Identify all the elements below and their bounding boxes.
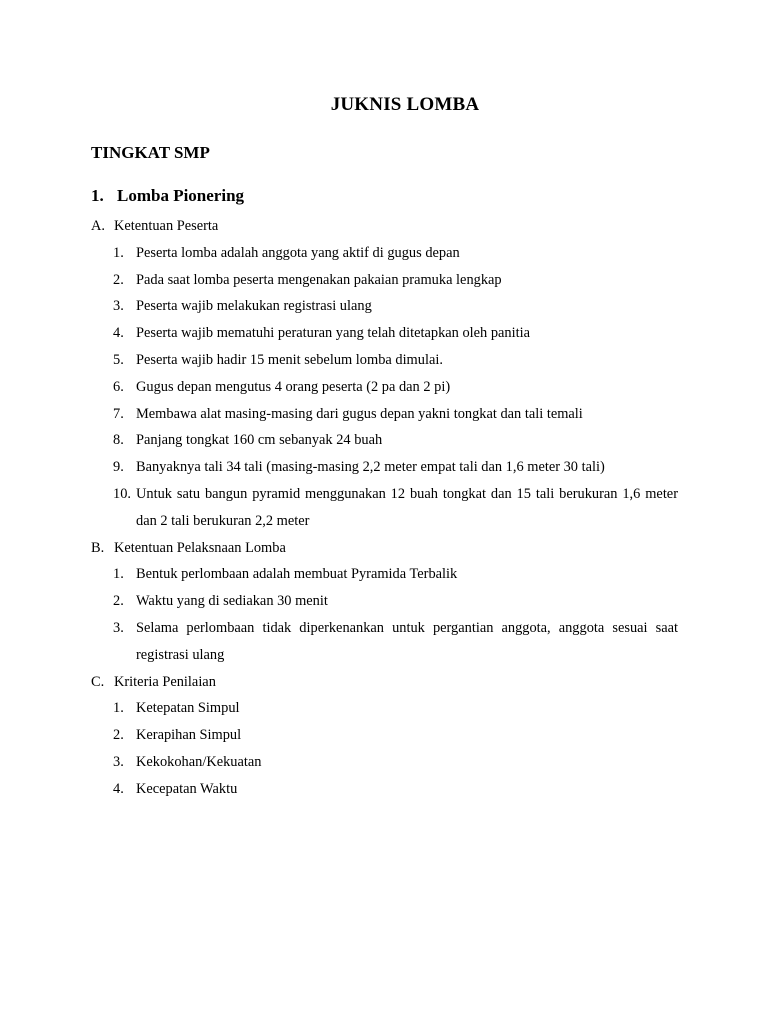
item-number: 10. — [113, 485, 131, 502]
list-item — [91, 293, 678, 320]
section-title: Lomba Pionering — [117, 186, 245, 205]
list-item — [91, 401, 678, 428]
group-b-list — [91, 561, 678, 668]
item-number: 4. — [113, 325, 124, 342]
list-item — [91, 588, 678, 615]
group-letter: B. — [91, 539, 105, 556]
item-number: 7. — [113, 405, 124, 422]
group-label: Kriteria Penilaian — [114, 673, 216, 690]
document-content — [91, 213, 678, 803]
group-letter: A. — [91, 218, 105, 234]
item-number: 8. — [113, 432, 124, 449]
item-text: Kekokohan/Kekuatan — [136, 753, 262, 770]
item-number: 2. — [113, 271, 124, 288]
list-item — [91, 695, 678, 722]
list-item — [91, 374, 678, 401]
item-number: 3. — [113, 619, 124, 636]
list-item — [91, 481, 678, 535]
item-number: 2. — [113, 593, 124, 610]
item-text: Gugus depan mengutus 4 orang peserta (2 pa dan 2 pi) — [136, 378, 451, 395]
item-number: 1. — [113, 566, 124, 583]
list-item — [91, 454, 678, 481]
item-text: Peserta wajib melakukan registrasi ulang — [136, 298, 372, 315]
list-item — [91, 267, 678, 294]
item-number: 5. — [113, 351, 124, 368]
item-text: Ketepatan Simpul — [136, 700, 240, 717]
item-text: Peserta wajib mematuhi peraturan yang telah ditetapkan oleh panitia — [136, 325, 530, 342]
item-text: Waktu yang di sediakan 30 menit — [136, 593, 328, 610]
item-text: Bentuk perlombaan adalah membuat Pyramida Terbalik — [136, 566, 458, 583]
group-label: Ketentuan Pelaksnaan Lomba — [114, 539, 286, 556]
list-item — [91, 427, 678, 454]
item-text: Kerapihan Simpul — [136, 727, 242, 744]
item-number: 1. — [113, 700, 124, 717]
group-a — [91, 213, 678, 535]
document-subtitle: TINGKAT SMP — [91, 143, 210, 162]
list-item — [91, 722, 678, 749]
item-number: 6. — [113, 378, 124, 395]
item-number: 2. — [113, 727, 124, 744]
list-item — [91, 320, 678, 347]
item-text: Peserta wajib hadir 15 menit sebelum lomba dimulai. — [136, 351, 443, 368]
item-number: 3. — [113, 298, 124, 315]
group-a-list — [91, 240, 678, 535]
item-text: Pada saat lomba peserta mengenakan pakaian pramuka lengkap — [136, 271, 502, 288]
list-item — [91, 615, 678, 669]
group-c — [91, 669, 678, 803]
document-title: JUKNIS LOMBA — [330, 94, 480, 115]
section-number: 1. — [91, 186, 104, 205]
item-number: 1. — [113, 244, 124, 261]
group-heading — [91, 213, 678, 240]
group-b — [91, 535, 678, 669]
list-item — [91, 776, 678, 803]
item-text: Panjang tongkat 160 cm sebanyak 24 buah — [136, 432, 383, 449]
section-heading — [91, 186, 244, 206]
item-text: Kecepatan Waktu — [136, 780, 238, 797]
group-heading — [91, 535, 678, 562]
item-text: Selama perlombaan tidak diperkenankan untuk pergantian anggota, anggota sesuai saat registrasi ulang — [136, 619, 678, 663]
list-item — [91, 347, 678, 374]
item-text: Peserta lomba adalah anggota yang aktif di gugus depan — [136, 244, 460, 261]
group-letter: C. — [91, 673, 105, 690]
list-item — [91, 240, 678, 267]
group-label: Ketentuan Peserta — [114, 218, 219, 234]
group-c-list — [91, 695, 678, 802]
item-number: 3. — [113, 753, 124, 770]
list-item — [91, 561, 678, 588]
group-heading — [91, 669, 678, 696]
list-item — [91, 749, 678, 776]
item-text: Membawa alat masing-masing dari gugus depan yakni tongkat dan tali temali — [136, 405, 583, 422]
item-text: Banyaknya tali 34 tali (masing-masing 2,2 meter empat tali dan 1,6 meter 30 tali) — [136, 459, 605, 476]
item-number: 4. — [113, 780, 124, 797]
item-text: Untuk satu bangun pyramid menggunakan 12 buah tongkat dan 15 tali berukuran 1,6 meter dan 2 tali berukuran 2,2 meter — [136, 485, 678, 529]
item-number: 9. — [113, 459, 124, 476]
